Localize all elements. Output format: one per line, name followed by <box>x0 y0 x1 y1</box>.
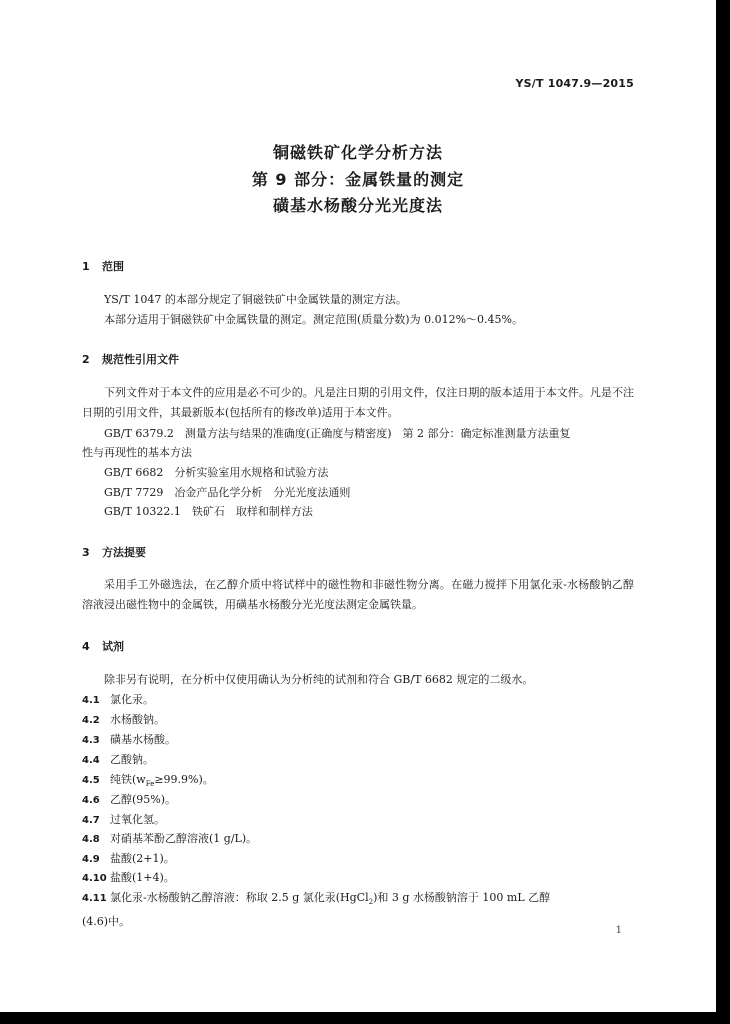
reagent-item <box>82 868 634 889</box>
item-text: 盐酸(2+1)。 <box>110 852 175 865</box>
section-3-para: 采用手工外磁选法，在乙醇介质中将试样中的磁性物和非磁性物分离。在磁力搅拌下用氯化汞-水杨酸钠乙醇溶液浸出磁性物中的金属铁，用磺基水杨酸分光光度法测定金属铁量。 <box>82 578 634 611</box>
section-number: 1 <box>82 260 90 273</box>
item-text-after: ≥99.9%)。 <box>154 773 214 786</box>
item-text: 对硝基苯酚乙醇溶液(1 g/L)。 <box>110 832 258 845</box>
section-1-heading <box>82 258 124 274</box>
section-3-heading <box>82 544 146 560</box>
section-title: 试剂 <box>102 640 124 653</box>
item-text: 乙酸钠。 <box>110 753 154 766</box>
section-4-intro: 除非另有说明，在分析中仅使用确认为分析纯的试剂和符合 GB/T 6682 规定的二级水。 <box>104 673 534 686</box>
reference-gb-6379-2-cont: 性与再现性的基本方法 <box>82 446 192 459</box>
item-text: 纯铁(w <box>110 773 146 786</box>
section-2-heading <box>82 351 179 367</box>
reagent-item <box>82 849 634 870</box>
item-text: 氯化汞。 <box>110 693 154 706</box>
item-text: 磺基水杨酸。 <box>110 733 176 746</box>
section-number: 3 <box>82 546 90 559</box>
item-number: 4.11 <box>82 893 107 904</box>
doc-title-line2: 第 9 部分：金属铁量的测定 <box>251 170 465 189</box>
item-subscript: 2 <box>368 898 374 907</box>
section-title: 范围 <box>102 260 124 273</box>
item-number: 4.4 <box>82 755 100 766</box>
section-1-para-2: 本部分适用于铜磁铁矿中金属铁量的测定。测定范围(质量分数)为 0.012%～0.45%。 <box>104 313 523 326</box>
section-2-intro: 下列文件对于本文件的应用是必不可少的。凡是注日期的引用文件，仅注日期的版本适用于本文件。凡是不注日期的引用文件，其最新版本(包括所有的修改单)适用于本文件。 <box>82 386 634 419</box>
item-text-line2: (4.6)中。 <box>82 915 131 929</box>
reagent-item <box>82 710 634 731</box>
item-number: 4.6 <box>82 795 100 806</box>
reagent-item <box>82 730 634 751</box>
reagent-item <box>82 690 634 711</box>
doc-title-line1: 铜磁铁矿化学分析方法 <box>272 143 443 162</box>
reference-gb-6379-2: GB/T 6379.2 测量方法与结果的准确度(正确度与精密度) 第 2 部分：确定标准测量方法重复 <box>104 427 571 440</box>
item-number: 4.7 <box>82 815 100 826</box>
item-text: 氯化汞-水杨酸钠乙醇溶液：称取 2.5 g 氯化汞(HgCl <box>110 891 369 904</box>
page-edge-bottom <box>0 1012 730 1024</box>
item-number: 4.8 <box>82 834 100 845</box>
item-number: 4.9 <box>82 854 100 865</box>
item-text: 过氧化氢。 <box>110 813 165 826</box>
item-number: 4.3 <box>82 735 100 746</box>
section-number: 4 <box>82 640 90 653</box>
reagent-item <box>82 790 634 811</box>
section-title: 规范性引用文件 <box>102 353 179 366</box>
doc-title-line3: 磺基水杨酸分光光度法 <box>272 196 443 215</box>
item-text: 盐酸(1+4)。 <box>110 871 175 884</box>
reference-gb-7729: GB/T 7729 冶金产品化学分析 分光光度法通则 <box>104 486 351 499</box>
item-number: 4.10 <box>82 873 107 884</box>
page-edge-right <box>716 0 730 1024</box>
item-number: 4.1 <box>82 695 100 706</box>
item-text: 乙醇(95%)。 <box>110 793 177 806</box>
section-4-heading <box>82 638 124 654</box>
reference-gb-10322-1: GB/T 10322.1 铁矿石 取样和制样方法 <box>104 505 313 518</box>
item-subscript: Fe <box>145 780 155 789</box>
standard-code: YS/T 1047.9—2015 <box>515 77 634 90</box>
item-number: 4.2 <box>82 715 100 726</box>
reagent-item <box>82 810 634 831</box>
item-text-after: )和 3 g 水杨酸钠溶于 100 mL 乙醇 <box>373 891 551 904</box>
section-number: 2 <box>82 353 90 366</box>
section-title: 方法提要 <box>102 546 146 559</box>
item-text: 水杨酸钠。 <box>110 713 165 726</box>
reagent-item <box>82 750 634 771</box>
reagent-item <box>82 829 634 850</box>
reagent-item <box>82 888 634 932</box>
section-1-para-1: YS/T 1047 的本部分规定了铜磁铁矿中金属铁量的测定方法。 <box>104 293 407 306</box>
page-number: 1 <box>615 925 622 936</box>
reference-gb-6682: GB/T 6682 分析实验室用水规格和试验方法 <box>104 466 329 479</box>
item-number: 4.5 <box>82 775 100 786</box>
